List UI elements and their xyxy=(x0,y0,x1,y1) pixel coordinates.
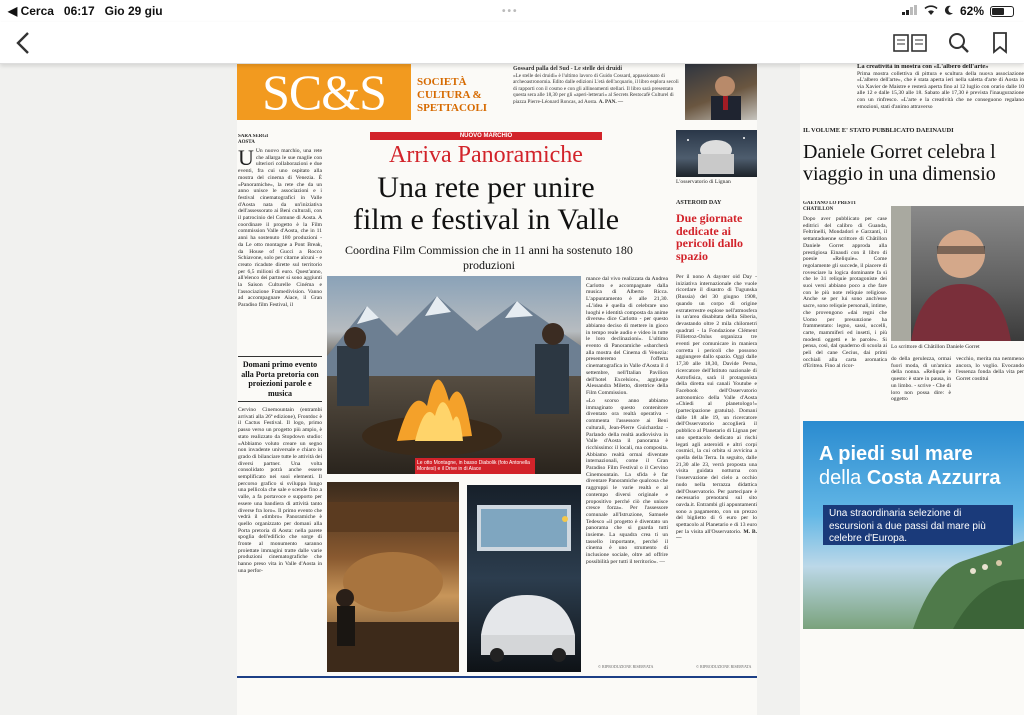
battery-icon xyxy=(990,6,1014,17)
column-rule xyxy=(238,401,322,402)
lead-byline-name: SARA SERGI xyxy=(238,134,269,139)
section-label xyxy=(417,76,487,115)
lead-title-line: film e festival in Valle xyxy=(352,203,620,236)
right-byline xyxy=(803,201,883,215)
status-bar xyxy=(0,0,1024,22)
advert-box: Una straordinaria selezione di escursioni a due passi dal mare più celebre d'Europa. xyxy=(823,505,1013,545)
lead-title-line: Una rete per unire xyxy=(377,171,595,204)
lead-column-2: mance dal vivo realizzata da Andrea Carlotto e accompagnate dalla musica di Alberto Ricca. L'appuntamento è alle 21,30. «L'idea è quella di celebrare uno luoghi e identità composta da anime diverse» dice Carlotto - per questo abbiamo deciso di mettere in gioco in tempo reale audio e video in tutte le loro declinazioni». L'ultimo evento di Panoramiche «sbarcherà alla mostra del Cinema di Venezia: presenteremo l'offerta cinematografica in Valle d'Aosta il 4 settembre, nell'Italian Pavilion dell'hotel Excelsior», aggiunge Alessandra Miletto, direttrice della Film Commission. xyxy=(586,276,668,396)
lead-credit: © RIPRODUZIONE RISERVATA xyxy=(598,664,654,669)
middle-credit: © RIPRODUZIONE RISERVATA xyxy=(696,664,752,669)
lead-red-title: Arriva Panoramiche xyxy=(389,142,583,168)
lead-column-1b: Cervino Cinemountain (entrambi arrivati alla 26ª edizione), Frontdoc è il Cactus Festival. Il logo, primo passo verso un progetto più ampio, è stato realizzato da Stopdown studio: «Abbiamo voluto creare un segno non invadente universale e chiaro in grado di bilanciare tutte le attività dei diversi partner. Una volta consolidato potrà anche essere semplificato nei suoi elementi. Il percorso grafico si sviluppa lungo una pellicola che sale e scende fino a valle, a fa portavoce e supporto per essere una bandiera di attività tanto diverse fra loro». Il primo evento che vedrà il «timbro» Panoramiche è quello organizzato per domani alla Porta pretoria di Aosta: nella parete spoglia dell'edificio che sorge di fronte al monumento saranno proiettate immagini tratte dalle varie produzioni cinematografiche che hanno preso vita in Valle d'Aosta in una perfor- xyxy=(238,407,322,574)
lead-subtitle: Coordina Film Commission che in 11 anni ha sostenuto 180 produzioni xyxy=(345,243,633,272)
lead-column-2b: «Lo scorso anno abbiamo immaginato questo contenitore diventato ora realtà operativa - commenta l'assessore ai Beni culturali, Jean-Pierre Guichardaz - Parlando della realtà audiovisiva in Valle d'Aosta il panorama è ricchissimo: il locali, ma composita. Abbiamo realtà ormai diventate internazionali, come il Gran Paradiso Film Festival o il Cervino Cinemountain. La sfida è far diventare Panoramiche qualcosa che raggruppi le varie realtà e al contempo diversi originale e propositivo perché ciò che unisce cresce forza». Per l'assessore comunale all'Istruzione, Samuele Tedesco «il progetto è diventato un panorama che si guarda tutti insieme. La squadra crea ti un tassello importante, perché il cinema è uno strumento di inclusione sociale, oltre ad offrire possibilità per tutti il territorio». — xyxy=(586,398,668,565)
lead-byline xyxy=(238,134,278,146)
right-byline-name: GAETANO LO PRESTI xyxy=(803,201,856,206)
section-label-line: SPETTACOLI xyxy=(417,102,488,114)
date: Gio 29 giu xyxy=(104,4,163,18)
section-label-line: CULTURA & xyxy=(417,89,482,101)
right-kicker: IL VOLUME E' STATO PUBBLICATO DAEINAUDI xyxy=(803,128,954,134)
lead-title xyxy=(330,172,642,236)
lead-photo-drive-in xyxy=(467,485,581,672)
middle-article-text xyxy=(676,274,757,662)
right-byline-place: CHATILLON xyxy=(803,207,834,212)
right-title-line: Daniele Gorret celebra l xyxy=(803,141,996,163)
brief-text: Prima mostra collettiva di pittura e scultura della nuova associazione «L'albero dell'arte», che è stata aperta ieri nella saletta d'arte di Aosta in via Xavier de Maistre e resterà aperta fino al 12 luglio con orario dalle 10 alle 12 e dalle 15,30 alle 18. Sabato alle 17,30 è prevista l'inaugurazione con un rinfresco. «L'arte e la creatività che ne conseguono regalano emozioni, stati d'animo attraverso xyxy=(857,70,1024,110)
column-rule xyxy=(238,356,322,357)
lead-column-1 xyxy=(238,148,322,353)
section-label-line: SOCIETÀ xyxy=(417,76,467,88)
multitask-dots-icon[interactable]: ••• xyxy=(502,6,519,17)
section-logo-text: SC&S xyxy=(262,64,386,120)
right-masthead-brief xyxy=(857,64,1024,118)
middle-article-body: Per il nono A dayster oid Day - iniziativa internazionale che vuole ricordare il disastro di Tugunska (Russia) del 30 giugno 1908, quando un corpo di origine extraterrestre esplose nell'atmosfera in un'area disabitata della Siberia, devastando oltre 2 mila chilometri quadrati - la Fondazione Clément Fillietroz-Onlus organizza tre eventi per comunicare in maniera corretta i pericoli che possono aggiungere dallo spazio. Oggi dalle 17,30 alle 18,30, Davide Perna, ricercatore dell'Istituto nazionale di Astrofisica, sarà il protagonista della diretta sui canali Youtube e Facebook dell'Osservatorio astronomico della Valle d'Aosta «Chiedi al planetologo!» (partecipazione gratuita). Domani dalle 18 alle 19, un ricercatore dell'Osservatorio accoglierà il pubblico al Planetario di Lignan per uno spettacolo dedicato ai rischi legati agli asteroidi e altri corpi cosmici, la cui orbita si avvicina a quella della Terra. In seguito, dalle 21,30 alle 23, verrà proposta una visita guidata notturna con l'osservazione del cielo a occhio nudo nella terrazza didattica dell'Osservatorio. Per partecipare è necessario prenotarsi sul sito oavda.it. Entrambi gli appuntamenti sono a pagamento, con un prezzo del biglietto di 6 euro per lo spettacolo al Planetario e di 13 euro per la visita all'Osservatorio. xyxy=(676,274,757,535)
page-bottom-rule xyxy=(237,676,757,678)
teaser-headline: Gossard palla del Sud - Le stelle dei druidi xyxy=(513,66,623,72)
lead-photo-caption: Le otto Montagne, in basso Diabolik (foto Antonella Montesi) e il Drive in di Aiace xyxy=(415,458,535,474)
lead-subhead: Domani primo evento alla Porta pretoria con proiezioni parole e musica xyxy=(241,360,319,398)
lead-photo-diabolik xyxy=(327,482,459,672)
moon-icon xyxy=(944,4,954,18)
observatory-caption: L'osservatorio di Lignan xyxy=(676,179,731,185)
observatory-photo xyxy=(676,130,757,177)
advert-title: A piedi sul mare xyxy=(819,443,973,465)
middle-title: Due giornate dedicate ai pericoli dallo spazio xyxy=(676,211,743,263)
right-article-col2: do della gerulezza, ormai fuori moda, di un'amica della nonna. «Reliquie è questo: è stare in pausa, in un limbo. - scrive - Che di loro non possa dire: è oggetto xyxy=(891,356,951,403)
lead-photo-campfire xyxy=(327,276,581,474)
newspaper-viewport[interactable] xyxy=(0,64,1024,715)
right-title-line: viaggio in una dimensio xyxy=(803,163,996,185)
battery-fill xyxy=(992,8,1004,15)
middle-kicker: ASTEROID DAY xyxy=(676,200,722,206)
signal-icon xyxy=(902,4,918,18)
advert-subtitle xyxy=(819,467,1001,490)
masthead-teaser xyxy=(513,66,679,106)
lead-kicker: NUOVO MARCHIO xyxy=(370,132,602,140)
gorret-photo xyxy=(891,206,1024,341)
reader-toolbar xyxy=(0,22,1024,64)
advert-subtitle-prefix: della xyxy=(819,467,862,489)
pages-view-icon[interactable] xyxy=(892,28,928,58)
drop-cap: U xyxy=(238,148,254,170)
advert-costa-azzurra[interactable] xyxy=(803,421,1024,629)
battery-percent: 62% xyxy=(959,4,984,18)
teaser-text: «Le stelle dei druidi» è l'ultimo lavoro di Guido Cossard, appassionato di archeoastronomia. Edito dalle edizioni L'età dell'acquario, il libro esplora secoli di rapporti con il cosmo e con gli allineamenti stellari. Il libro sarà presentato questa sera alle 18,30 per gli «aperi-letterari» al Secrets Restocafè Culturel di piazza Pierre-Léonard Roncas, ad Aosta. xyxy=(513,72,679,105)
back-to-app[interactable]: ◀ Cerca xyxy=(8,4,54,18)
bookmark-icon[interactable] xyxy=(985,28,1015,58)
right-title xyxy=(803,141,1024,185)
lead-column-1-text: Un nuovo marchio, una rete che allarga le sue maglie con ulteriori collaborazioni e due eventi, fra cui uno ospitato alla mostra del cinema di Venezia. È «Panoramiche», la rete che da un anno unisce le associazioni e i festival cinematografici in Valle d'Aosta nata da un'iniziativa dell'assessorato ai Beni culturali, con il patrocinio del Comune di Aosta. A coordinare il progetto è la Film commission Valle d'Aosta, che in 11 anni ha sostenuto 180 produzioni - da Le otto montagne a Pont Break, da House of Gucci a Rocco Schiavone, solo per citarne alcuni - e creato ricadute dirette sul territorio per 6,5 milioni di euro. Quest'anno, all'elenco dei partner si sono aggiunti la Saison Culturelle Cinéma e l'associazione Framedivision. Vanno ad accompagnare Aiace, il Gran Paradiso film Festival, il xyxy=(238,148,322,309)
right-article-col1: Dopo aver pubblicato per case editrici del calibro di Guanda, Feltrinelli, Mondadori e Garzanti, il settantaduenne scrittore di Châtillon Daniele Gorret approda alla prestigiosa Einaudi con il libro di poesie «Reliquie». Come regolamente gli succede, il piacere di rovesciare la logica dominante fa sì che le 31 reliquie protagoniste dei suoi versi abbiano poco a che fare con le più note reliquie religiose. Anche se per lui sono anch'esse sacre, sono reliquie personali, intime, che provengono «dai regni che Uomo per presunzione ha frammentato: legno, sassi, uccelli, carte, mammiferi ed insetti, i più modesti oggetti e le parole». Si pensa, così, dal quaderno di scuola ai peli del cane Cecius, dai primi occhiali alla carta aromatica d'Eritrea. Fino al ricor- xyxy=(803,216,887,370)
back-app-label: Cerca xyxy=(20,4,54,18)
advert-subtitle-strong: Costa Azzurra xyxy=(866,467,1001,489)
middle-byline: M. B. — xyxy=(676,528,757,542)
lead-byline-place: AOSTA xyxy=(238,140,255,145)
section-masthead xyxy=(237,64,757,120)
back-chevron-icon[interactable] xyxy=(8,28,38,58)
right-article-col3: vecchio, merita ma nemmeno ancora, lo voglio. Evocando l'essenza fonda della vita per Gorret costituì xyxy=(956,356,1024,383)
search-icon[interactable] xyxy=(944,28,974,58)
wifi-icon xyxy=(924,4,938,18)
gorret-caption: Lo scrittore di Châtillon Daniele Gorret xyxy=(891,344,980,350)
brief-headline: La creatività in mostra con «L'albero dell'arte» xyxy=(857,64,989,70)
clock: 06:17 xyxy=(63,4,95,18)
teaser-byline: A. PAN. — xyxy=(598,98,624,105)
teaser-photo xyxy=(685,64,757,120)
section-logo xyxy=(237,64,411,120)
